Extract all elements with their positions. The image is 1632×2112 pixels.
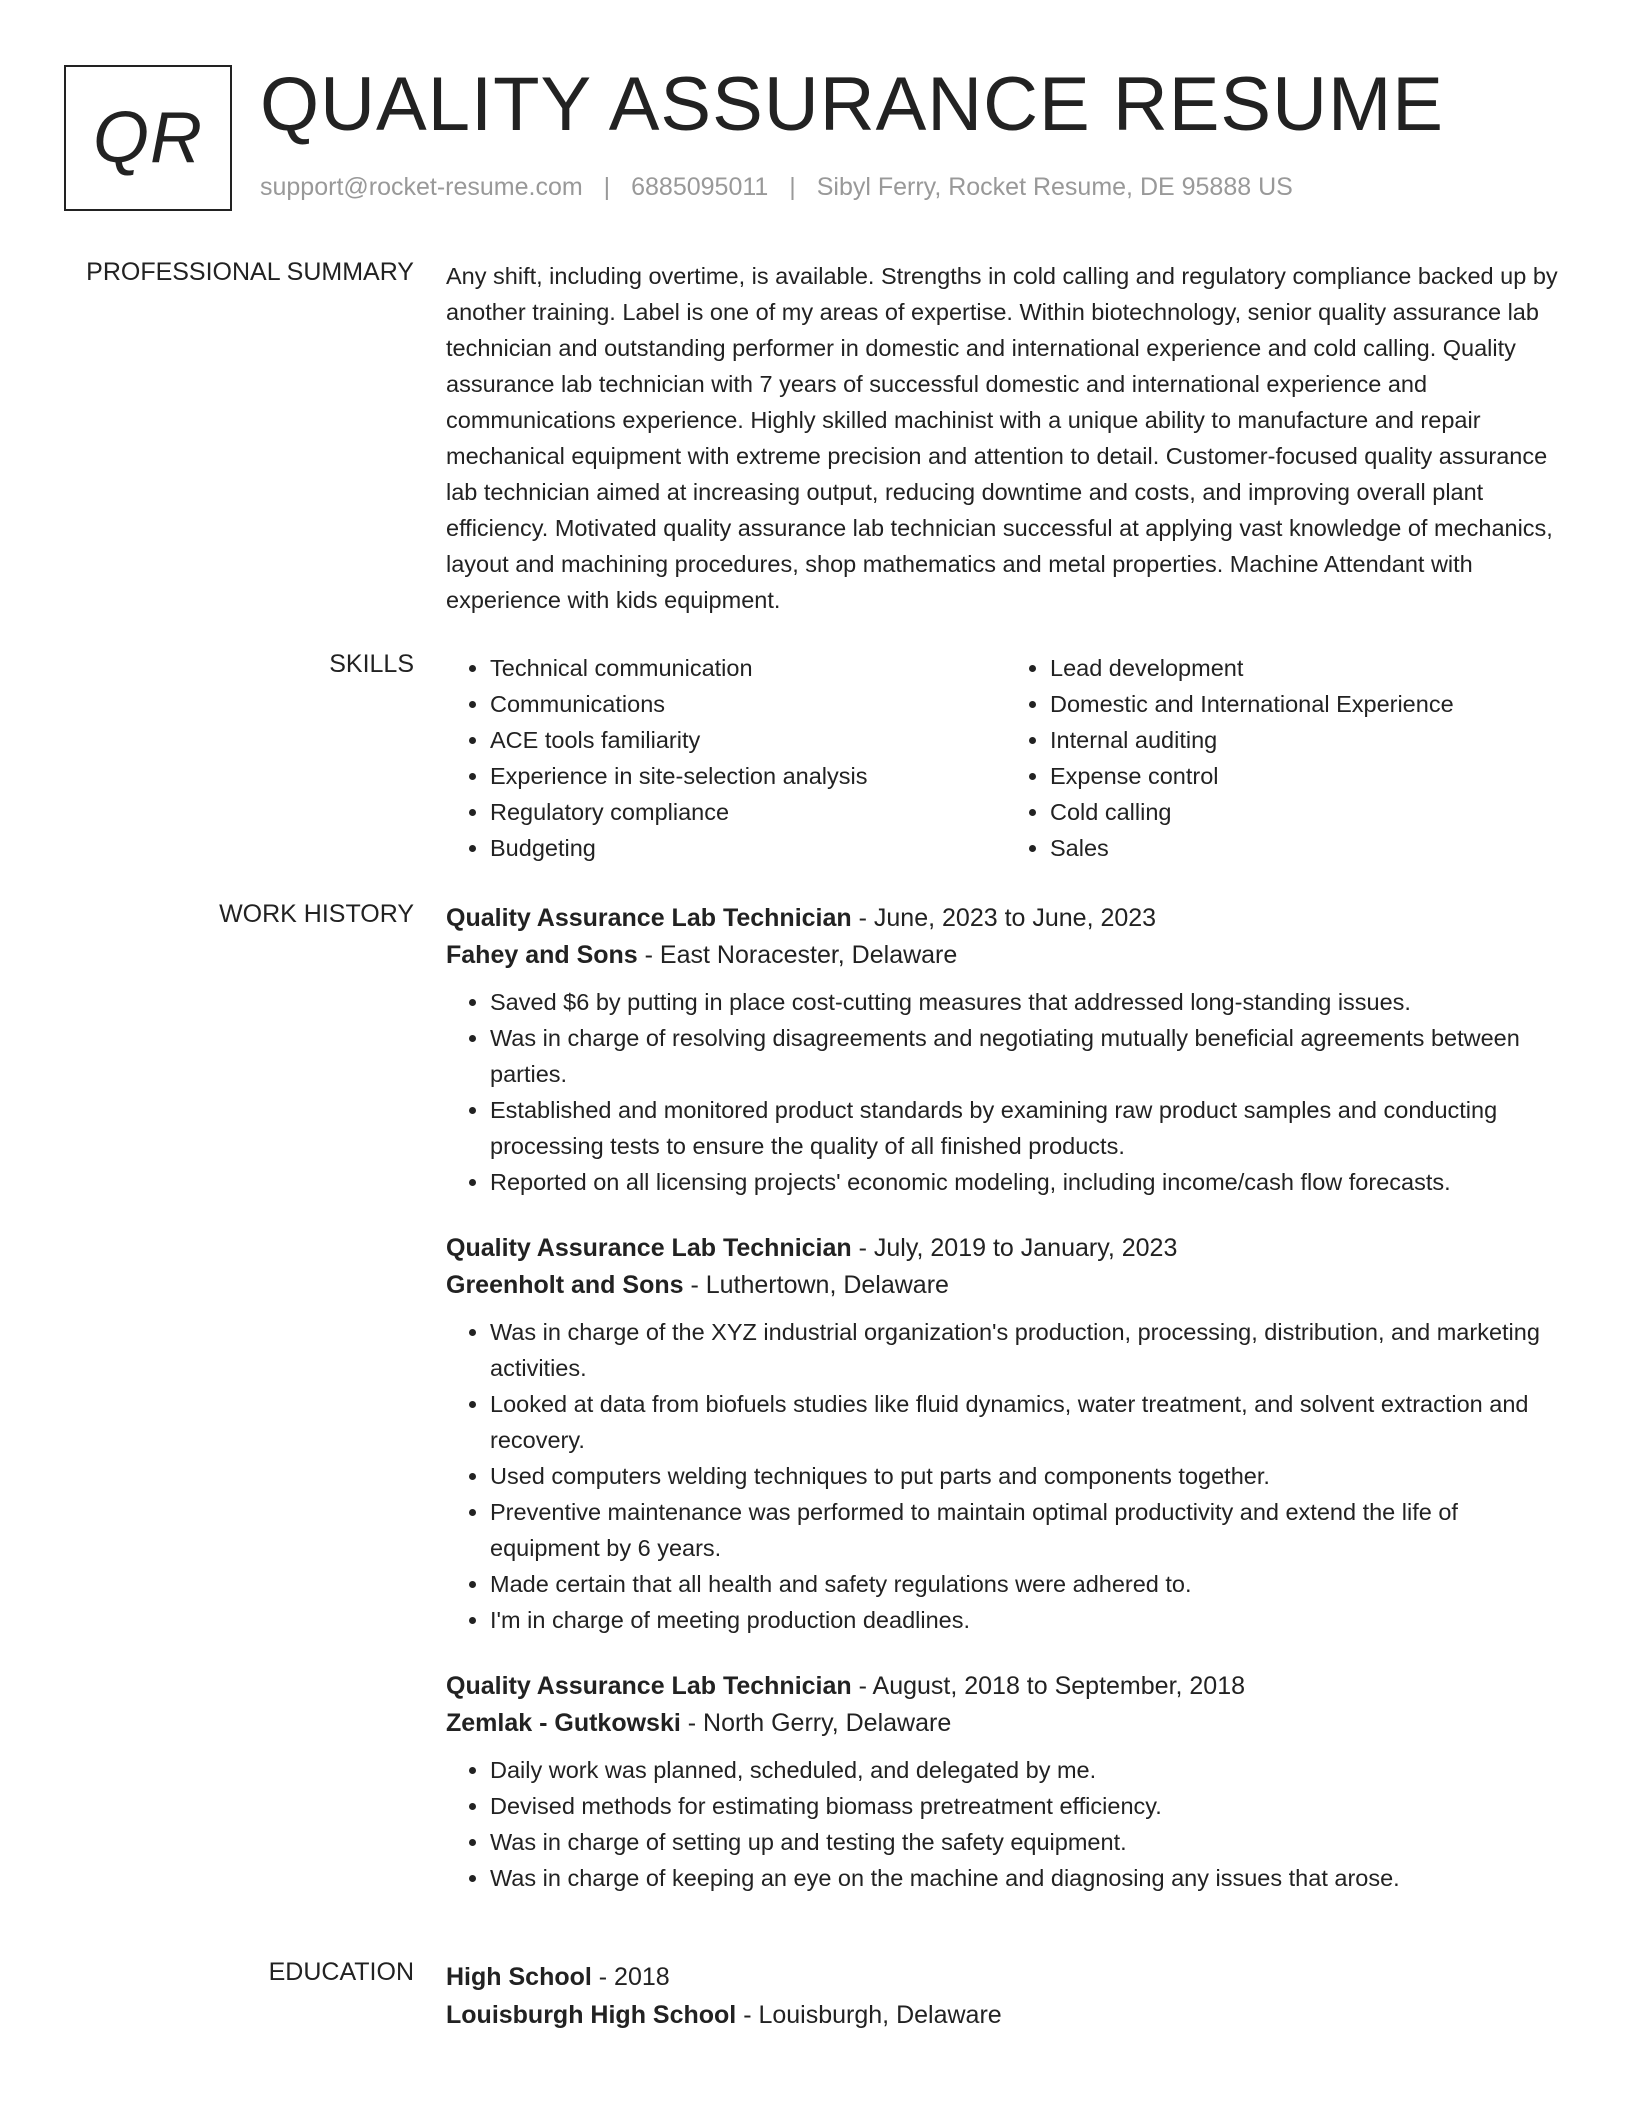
skills-list-right xyxy=(1006,650,1566,866)
skills-body xyxy=(446,650,1566,866)
job-bullet: • I'm in charge of meeting production deadlines. xyxy=(490,1602,1566,1638)
skill-item: • Sales xyxy=(1050,830,1566,866)
job-bullet: • Daily work was planned, scheduled, and delegated by me. xyxy=(490,1752,1566,1788)
job-dates: - June, 2023 to June, 2023 xyxy=(851,904,1157,932)
skill-item: • Regulatory compliance xyxy=(490,794,1006,830)
contact-line xyxy=(260,173,1293,202)
job-title: Quality Assurance Lab Technician xyxy=(446,1234,852,1262)
contact-phone[interactable]: 6885095011 xyxy=(631,173,769,201)
skill-item: • Technical communication xyxy=(490,650,1006,686)
contact-email[interactable]: support@rocket-resume.com xyxy=(260,173,583,201)
education-degree: High School xyxy=(446,1963,592,1991)
section-label-summary: PROFESSIONAL SUMMARY xyxy=(86,258,414,286)
skill-item: • Experience in site-selection analysis xyxy=(490,758,1006,794)
job-dates: - July, 2019 to January, 2023 xyxy=(851,1234,1178,1262)
job-bullet-list xyxy=(446,1314,1566,1638)
job-bullet: • Looked at data from biofuels studies like fluid dynamics, water treatment, and solvent extraction and recovery. xyxy=(490,1386,1566,1458)
job-location: - North Gerry, Delaware xyxy=(680,1709,952,1737)
job-bullet: • Reported on all licensing projects' economic modeling, including income/cash flow forecasts. xyxy=(490,1164,1566,1200)
job-location: - Luthertown, Delaware xyxy=(683,1271,949,1299)
job-bullet: • Established and monitored product standards by examining raw product samples and conducting processing tests to ensure the quality of all finished products. xyxy=(490,1092,1566,1164)
education-degree-line xyxy=(446,1958,1566,1996)
skill-item: • Internal auditing xyxy=(1050,722,1566,758)
job-bullet-list xyxy=(446,984,1566,1200)
job-location: - East Noracester, Delaware xyxy=(637,941,958,969)
skill-item: • Expense control xyxy=(1050,758,1566,794)
job-bullet: • Made certain that all health and safety regulations were adhered to. xyxy=(490,1566,1566,1602)
work-history-body xyxy=(446,900,1566,1926)
job-title: Quality Assurance Lab Technician xyxy=(446,1672,852,1700)
skill-item: • Communications xyxy=(490,686,1006,722)
job-company: Fahey and Sons xyxy=(446,941,638,969)
job-company-line xyxy=(446,1266,1566,1304)
skill-item: • Domestic and International Experience xyxy=(1050,686,1566,722)
monogram-logo: QR xyxy=(64,65,232,211)
summary-text: Any shift, including overtime, is available. Strengths in cold calling and regulatory compliance backed up by another training. Label is one of my areas of expertise. Within biotechnology, senior quality assurance lab technician and outstanding performer in domestic and international experience and cold calling. Quality assurance lab technician with 7 years of successful domestic and international experience and communications experience. Highly skilled machinist with a unique ability to manufacture and repair mechanical equipment with extreme precision and attention to detail. Customer-focused quality assurance lab technician aimed at increasing output, reducing downtime and costs, and improving overall plant efficiency. Motivated quality assurance lab technician successful at applying vast knowledge of mechanics, layout and machining procedures, shop mathematics and metal properties. Machine Attendant with experience with kids equipment. xyxy=(446,263,1558,613)
job-company: Zemlak - Gutkowski xyxy=(446,1709,681,1737)
skill-item: • Budgeting xyxy=(490,830,1006,866)
job-company: Greenholt and Sons xyxy=(446,1271,684,1299)
section-label-work-history: WORK HISTORY xyxy=(219,900,414,928)
skill-item: • ACE tools familiarity xyxy=(490,722,1006,758)
education-year: - 2018 xyxy=(591,1963,670,1991)
education-school-line xyxy=(446,1996,1566,2034)
job-bullet: • Devised methods for estimating biomass pretreatment efficiency. xyxy=(490,1788,1566,1824)
job-bullet: • Was in charge of setting up and testing the safety equipment. xyxy=(490,1824,1566,1860)
skills-list-left xyxy=(446,650,1006,866)
job-entry xyxy=(446,1668,1566,1896)
education-school: Louisburgh High School xyxy=(446,2001,737,2029)
job-bullet: • Was in charge of keeping an eye on the machine and diagnosing any issues that arose. xyxy=(490,1860,1566,1896)
job-entry xyxy=(446,1230,1566,1638)
skill-item: • Cold calling xyxy=(1050,794,1566,830)
education-body xyxy=(446,1958,1566,2034)
contact-separator: | xyxy=(789,173,796,201)
job-company-line xyxy=(446,936,1566,974)
job-title-line xyxy=(446,900,1566,936)
job-title-line xyxy=(446,1668,1566,1704)
contact-address: Sibyl Ferry, Rocket Resume, DE 95888 US xyxy=(816,173,1293,201)
section-label-skills: SKILLS xyxy=(329,650,414,678)
job-bullet: • Saved $6 by putting in place cost-cutting measures that addressed long-standing issues. xyxy=(490,984,1566,1020)
section-label-education: EDUCATION xyxy=(268,1958,414,1986)
job-title-line xyxy=(446,1230,1566,1266)
job-bullet: • Was in charge of the XYZ industrial organization's production, processing, distribution, and marketing activities. xyxy=(490,1314,1566,1386)
job-bullet: • Was in charge of resolving disagreements and negotiating mutually beneficial agreements between parties. xyxy=(490,1020,1566,1092)
job-entry xyxy=(446,900,1566,1200)
job-bullet: • Preventive maintenance was performed to maintain optimal productivity and extend the life of equipment by 6 years. xyxy=(490,1494,1566,1566)
job-title: Quality Assurance Lab Technician xyxy=(446,904,852,932)
job-bullet: • Used computers welding techniques to put parts and components together. xyxy=(490,1458,1566,1494)
skill-item: • Lead development xyxy=(1050,650,1566,686)
skills-columns xyxy=(446,650,1566,866)
contact-separator: | xyxy=(603,173,611,201)
job-dates: - August, 2018 to September, 2018 xyxy=(851,1672,1246,1700)
resume-title: QUALITY ASSURANCE RESUME xyxy=(260,62,1445,147)
resume-header xyxy=(64,62,1564,211)
job-company-line xyxy=(446,1704,1566,1742)
education-location: - Louisburgh, Delaware xyxy=(736,2001,1002,2029)
summary-body xyxy=(446,258,1566,618)
job-bullet-list xyxy=(446,1752,1566,1896)
